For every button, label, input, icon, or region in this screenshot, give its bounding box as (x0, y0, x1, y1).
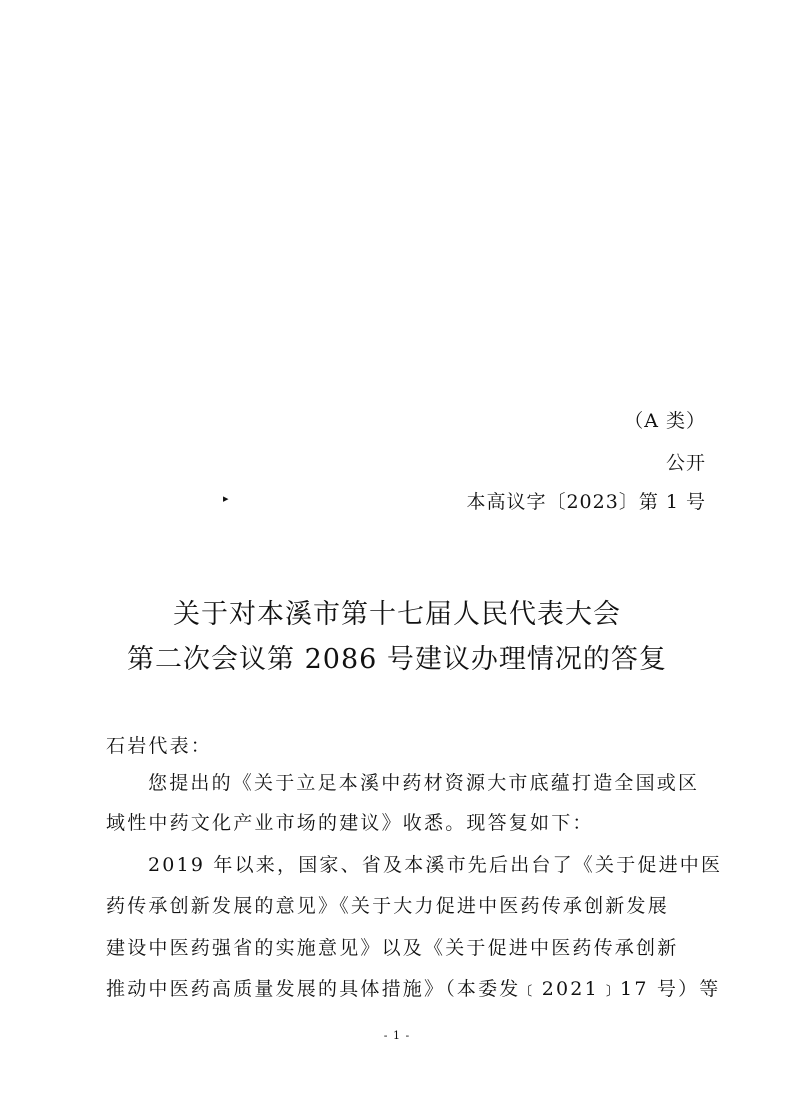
document-number: 本高议字〔2023〕第 1 号 (466, 491, 706, 513)
body-line: 建设中医药强省的实施意见》以及《关于促进中医药传承创新 (106, 937, 679, 959)
page-title-line-1: 关于对本溪市第十七届人民代表大会 (173, 599, 621, 630)
page-number: - 1 - (383, 1029, 411, 1042)
page-title-line-2: 第二次会议第 2086 号建议办理情况的答复 (127, 644, 667, 675)
body-line: 域性中药文化产业市场的建议》收悉。现答复如下： (106, 812, 594, 834)
body-line: 2019 年以来，国家、省及本溪市先后出台了《关于促进中医 (148, 854, 723, 876)
body-line: 您提出的《关于立足本溪中药材资源大市底蕴打造全国或区 (148, 772, 700, 794)
cursor-marker-icon: ▸ (223, 492, 229, 505)
body-line: 推动中医药高质量发展的具体措施》（本委发﹝2021﹞17 号）等 (106, 978, 721, 1000)
body-line: 药传承创新发展的意见》《关于大力促进中医药传承创新发展 (106, 895, 669, 917)
document-category: （A 类） (624, 410, 706, 432)
disclosure-label: 公开 (665, 452, 706, 474)
salutation: 石岩代表： (106, 735, 213, 757)
